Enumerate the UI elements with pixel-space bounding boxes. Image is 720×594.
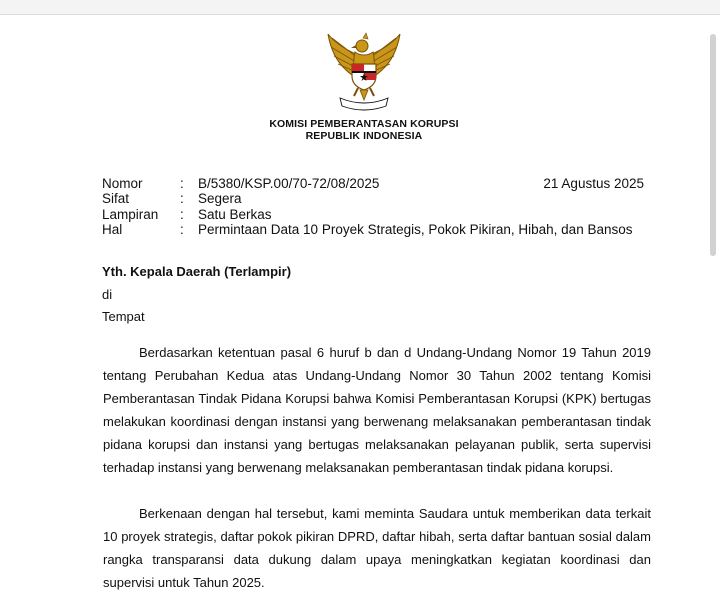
org-name-line1: KOMISI PEMBERANTASAN KORUPSI xyxy=(269,118,459,130)
address-place: Tempat xyxy=(102,309,145,324)
meta-separator: : xyxy=(180,176,184,191)
meta-value: Permintaan Data 10 Proyek Strategis, Pokok Pikiran, Hibah, dan Bansos xyxy=(198,221,633,237)
garuda-emblem-icon xyxy=(322,30,406,114)
body-paragraph-2: Berkenaan dengan hal tersebut, kami meminta Saudara untuk memberikan data terkait 10 proyek strategis, daftar pokok pikiran DPRD, daftar hibah, serta daftar bantuan sosial dalam rangka transparansi data dukung dalam upaya meningkatkan kegiatan koordinasi dan supervisi untuk Tahun 2025. xyxy=(103,506,651,590)
meta-row-lampiran xyxy=(102,207,662,222)
recipient: Yth. Kepala Daerah (Terlampir) xyxy=(102,264,292,279)
body-paragraph-1: Berdasarkan ketentuan pasal 6 huruf b dan d Undang-Undang Nomor 19 Tahun 2019 tentang Perubahan Kedua atas Undang-Undang Nomor 30 Tahun 2002 tentang Komisi Pemberantasan Tindak Pidana Korupsi bahwa Komisi Pemberantasan Korupsi (KPK) bertugas melakukan koordinasi dengan instansi yang berwenang melaksanakan pemberantasan tindak pidana korupsi dan instansi yang bertugas melaksanakan pelayanan publik, serta supervisi terhadap instansi yang berwenang melaksanakan pemberantasan tindak pidana korupsi. xyxy=(103,345,651,475)
meta-row-sifat xyxy=(102,191,662,206)
meta-separator: : xyxy=(180,221,184,237)
meta-value: B/5380/KSP.00/70-72/08/2025 xyxy=(198,176,380,191)
org-name-line2: REPUBLIK INDONESIA xyxy=(305,130,423,142)
meta-key: Nomor xyxy=(102,176,143,191)
scrollbar-thumb[interactable] xyxy=(710,34,716,256)
meta-row-hal xyxy=(102,222,662,237)
letter-date: 21 Agustus 2025 xyxy=(543,176,644,191)
meta-separator: : xyxy=(180,191,184,207)
viewer-top-bar xyxy=(0,0,720,15)
letter-metadata xyxy=(102,176,662,237)
meta-key: Lampiran xyxy=(102,206,159,222)
meta-key: Hal xyxy=(102,221,123,237)
meta-value: Segera xyxy=(198,191,242,207)
meta-value: Satu Berkas xyxy=(198,206,272,222)
meta-separator: : xyxy=(180,206,184,222)
address-di: di xyxy=(102,287,113,302)
meta-key: Sifat xyxy=(102,191,130,207)
